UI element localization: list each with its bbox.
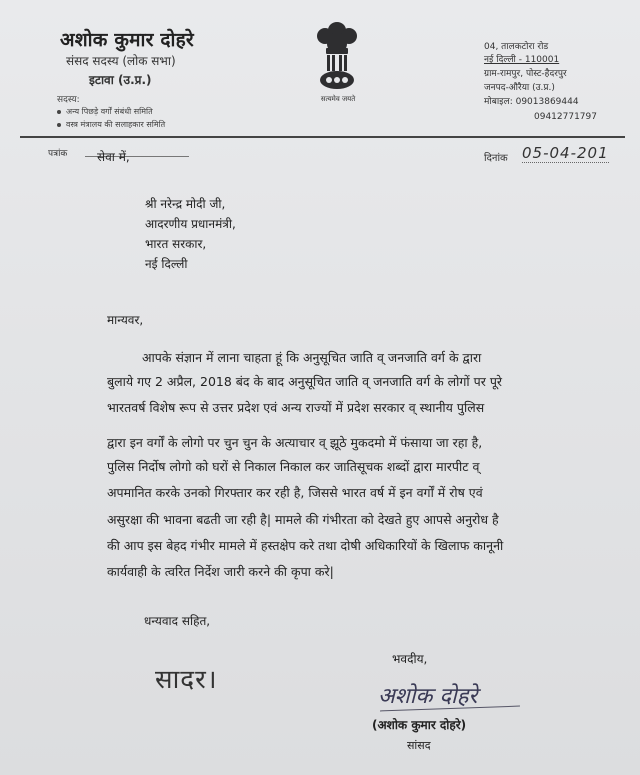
body-line: अपमानित करके उनको गिरफ्तार कर रही है, जिससे भारत वर्ष में इन वर्गों में रोष एवं [107, 485, 483, 500]
sender-name: अशोक कुमार दोहरे [60, 29, 194, 51]
recipient-line: नई दिल्ली [145, 257, 188, 271]
thanks-line: धन्यवाद सहित, [144, 614, 211, 628]
recipient-line: आदरणीय प्रधानमंत्री, [145, 217, 236, 231]
membership-item: वस्त्र मंत्रालय की सलाहकार समिति [57, 119, 165, 130]
membership-label: सदस्य: [57, 95, 80, 105]
body-line: असुरक्षा की भावना बढती जा रही है| मामले की गंभीरता को देखते हुए आपसे अनुरोध है [107, 512, 499, 527]
body-line: कार्यवाही के त्वरित निर्देश जारी करने की कृपा करे| [107, 564, 334, 579]
date-label: दिनांक [484, 153, 508, 164]
handwritten-note: सादर। [155, 665, 218, 695]
yours-faithfully: भवदीय, [392, 652, 428, 666]
membership-item: अन्य पिछड़े वर्गों संबंधी समिति [57, 106, 153, 117]
recipient-line: भारत सरकार, [145, 237, 207, 251]
letterhead-divider [20, 136, 625, 138]
mobile-line: मोबाइल: 09013869444 [484, 97, 579, 107]
address-line: ग्राम-रामपुर, पोस्ट-हैदरपुर [484, 69, 567, 79]
seva-mein: सेवा में, [97, 150, 130, 164]
body-line: आपके संज्ञान में लाना चाहता हूं कि अनुसूचित जाति व् जनजाति वर्ग के द्वारा [142, 350, 482, 365]
body-line: भारतवर्ष विशेष रूप से उत्तर प्रदेश एवं अन्य राज्यों में प्रदेश सरकार व् स्थानीय पुलिस [107, 400, 485, 415]
recipient-line: श्री नरेन्द्र मोदी जी, [145, 197, 226, 211]
emblem-caption: सत्यमेव जयते [320, 95, 356, 103]
body-line: की आप इस बेहद गंभीर मामले में हस्तक्षेप करे तथा दोषी अधिकारियों के खिलाफ कानूनी [107, 538, 504, 553]
address-line: 04, तालकटोरा रोड [484, 42, 549, 52]
sender-designation: संसद सदस्य (लोक सभा) [66, 54, 176, 68]
body-line: पुलिस निर्दोष लोगो को घरों से निकाल निकाल कर जातिसूचक शब्दों द्वारा मारपीट व् [107, 459, 480, 474]
date-value: 05-04-201 [522, 144, 609, 162]
signatory-title: सांसद [407, 739, 431, 752]
body-line: बुलाये गए 2 अप्रैल, 2018 बंद के बाद अनुसूचित जाति व् जनजाति वर्ग के लोगों पर पूरे [107, 374, 503, 389]
national-emblem-icon [307, 14, 367, 104]
bullet-icon [57, 123, 61, 127]
mobile-line-2: 09412771797 [534, 112, 597, 122]
body-line: द्वारा इन वर्गों के लोगो पर चुन चुन के अत्याचार व् झूठे मुकदमो में फंसाया जा रहा है, [107, 435, 483, 450]
reference-label: पत्रांक [48, 149, 68, 159]
address-line: जनपद-औरैया (उ.प्र.) [484, 83, 555, 93]
bullet-icon [57, 110, 61, 114]
signatory-name: (अशोक कुमार दोहरे) [372, 718, 467, 732]
signature: अशोक दोहरे [378, 684, 478, 709]
salutation: मान्यवर, [107, 313, 144, 327]
address-line: नई दिल्ली - 110001 [484, 55, 560, 65]
sender-constituency: इटावा (उ.प्र.) [89, 73, 152, 87]
